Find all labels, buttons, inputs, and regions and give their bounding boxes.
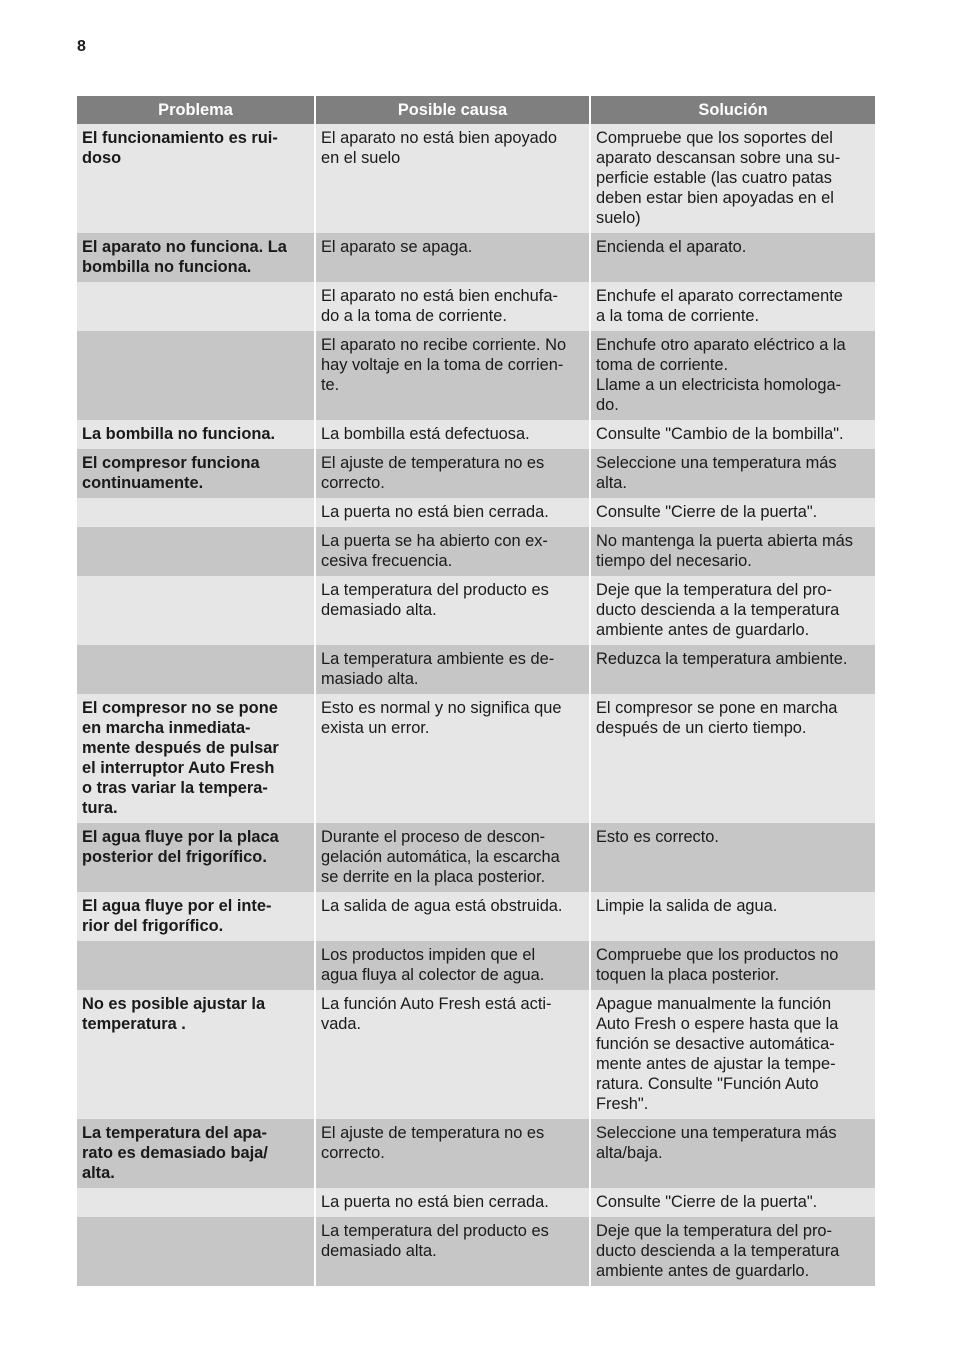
problem-cell (77, 498, 315, 527)
cause-cell: La salida de agua está obstruida. (315, 892, 590, 941)
problem-cell: La bombilla no funciona. (77, 420, 315, 449)
header-solucion: Solución (590, 96, 875, 124)
problem-cell: El compresor funciona continuamente. (77, 449, 315, 498)
solution-cell: Reduzca la temperatura ambiente. (590, 645, 875, 694)
cause-cell: Los productos impiden que el agua fluya al colector de agua. (315, 941, 590, 990)
cause-cell: La puerta se ha abierto con ex- cesiva frecuencia. (315, 527, 590, 576)
cause-cell: El ajuste de temperatura no es correcto. (315, 449, 590, 498)
cause-cell: La puerta no está bien cerrada. (315, 498, 590, 527)
header-problema: Problema (77, 96, 315, 124)
solution-cell: Consulte "Cambio de la bombilla". (590, 420, 875, 449)
table-row (77, 694, 875, 823)
problem-cell: El aparato no funciona. La bombilla no funciona. (77, 233, 315, 282)
cause-cell: Durante el proceso de descon- gelación automática, la escarcha se derrite en la placa posterior. (315, 823, 590, 892)
solution-cell: Deje que la temperatura del pro- ducto descienda a la temperatura ambiente antes de guardarlo. (590, 576, 875, 645)
problem-cell: El agua fluye por el inte- rior del frigorífico. (77, 892, 315, 941)
solution-cell: Compruebe que los soportes del aparato descansan sobre una su- perficie estable (las cuatro patas deben estar bien apoyadas en el suelo) (590, 124, 875, 233)
solution-cell: Enchufe el aparato correctamente a la toma de corriente. (590, 282, 875, 331)
table-row (77, 645, 875, 694)
problem-cell (77, 527, 315, 576)
problem-cell (77, 941, 315, 990)
cause-cell: La bombilla está defectuosa. (315, 420, 590, 449)
cause-cell: La función Auto Fresh está acti- vada. (315, 990, 590, 1119)
table-row (77, 576, 875, 645)
problem-cell (77, 1188, 315, 1217)
troubleshooting-table (77, 96, 875, 1286)
table-row (77, 449, 875, 498)
solution-cell: Encienda el aparato. (590, 233, 875, 282)
table-header-row (77, 96, 875, 124)
solution-cell: El compresor se pone en marcha después de un cierto tiempo. (590, 694, 875, 823)
cause-cell: La temperatura del producto es demasiado alta. (315, 1217, 590, 1286)
solution-cell: Seleccione una temperatura más alta. (590, 449, 875, 498)
problem-cell (77, 1217, 315, 1286)
table-row (77, 420, 875, 449)
problem-cell: El compresor no se pone en marcha inmediata- mente después de pulsar el interruptor Auto Fresh o tras variar la tempera- tura. (77, 694, 315, 823)
table-row (77, 331, 875, 420)
header-posible-causa: Posible causa (315, 96, 590, 124)
problem-cell: El agua fluye por la placa posterior del frigorífico. (77, 823, 315, 892)
table-row (77, 527, 875, 576)
table-body (77, 124, 875, 1286)
table-row (77, 1217, 875, 1286)
solution-cell: Consulte "Cierre de la puerta". (590, 498, 875, 527)
problem-cell (77, 331, 315, 420)
table-row (77, 892, 875, 941)
table-row (77, 990, 875, 1119)
solution-cell: Limpie la salida de agua. (590, 892, 875, 941)
solution-cell: Enchufe otro aparato eléctrico a la toma de corriente. Llame a un electricista homologa- do. (590, 331, 875, 420)
cause-cell: El aparato se apaga. (315, 233, 590, 282)
problem-cell: La temperatura del apa- rato es demasiado baja/ alta. (77, 1119, 315, 1188)
cause-cell: El ajuste de temperatura no es correcto. (315, 1119, 590, 1188)
table-row (77, 282, 875, 331)
page-number: 8 (77, 38, 86, 55)
cause-cell: El aparato no recibe corriente. No hay voltaje en la toma de corrien- te. (315, 331, 590, 420)
solution-cell: Apague manualmente la función Auto Fresh o espere hasta que la función se desactive automática- mente antes de ajustar la tempe- ratura. Consulte "Función Auto Fresh". (590, 990, 875, 1119)
solution-cell: Consulte "Cierre de la puerta". (590, 1188, 875, 1217)
table-row (77, 941, 875, 990)
cause-cell: Esto es normal y no significa que exista un error. (315, 694, 590, 823)
problem-cell (77, 576, 315, 645)
solution-cell: Compruebe que los productos no toquen la placa posterior. (590, 941, 875, 990)
table-row (77, 823, 875, 892)
table-row (77, 498, 875, 527)
problem-cell: El funcionamiento es rui- doso (77, 124, 315, 233)
cause-cell: La puerta no está bien cerrada. (315, 1188, 590, 1217)
solution-cell: Esto es correcto. (590, 823, 875, 892)
solution-cell: Deje que la temperatura del pro- ducto descienda a la temperatura ambiente antes de guardarlo. (590, 1217, 875, 1286)
cause-cell: El aparato no está bien apoyado en el suelo (315, 124, 590, 233)
cause-cell: La temperatura ambiente es de- masiado alta. (315, 645, 590, 694)
problem-cell (77, 282, 315, 331)
table-row (77, 1188, 875, 1217)
table-row (77, 233, 875, 282)
solution-cell: Seleccione una temperatura más alta/baja. (590, 1119, 875, 1188)
cause-cell: El aparato no está bien enchufa- do a la toma de corriente. (315, 282, 590, 331)
problem-cell: No es posible ajustar la temperatura . (77, 990, 315, 1119)
cause-cell: La temperatura del producto es demasiado alta. (315, 576, 590, 645)
table-row (77, 1119, 875, 1188)
problem-cell (77, 645, 315, 694)
table-row (77, 124, 875, 233)
solution-cell: No mantenga la puerta abierta más tiempo del necesario. (590, 527, 875, 576)
